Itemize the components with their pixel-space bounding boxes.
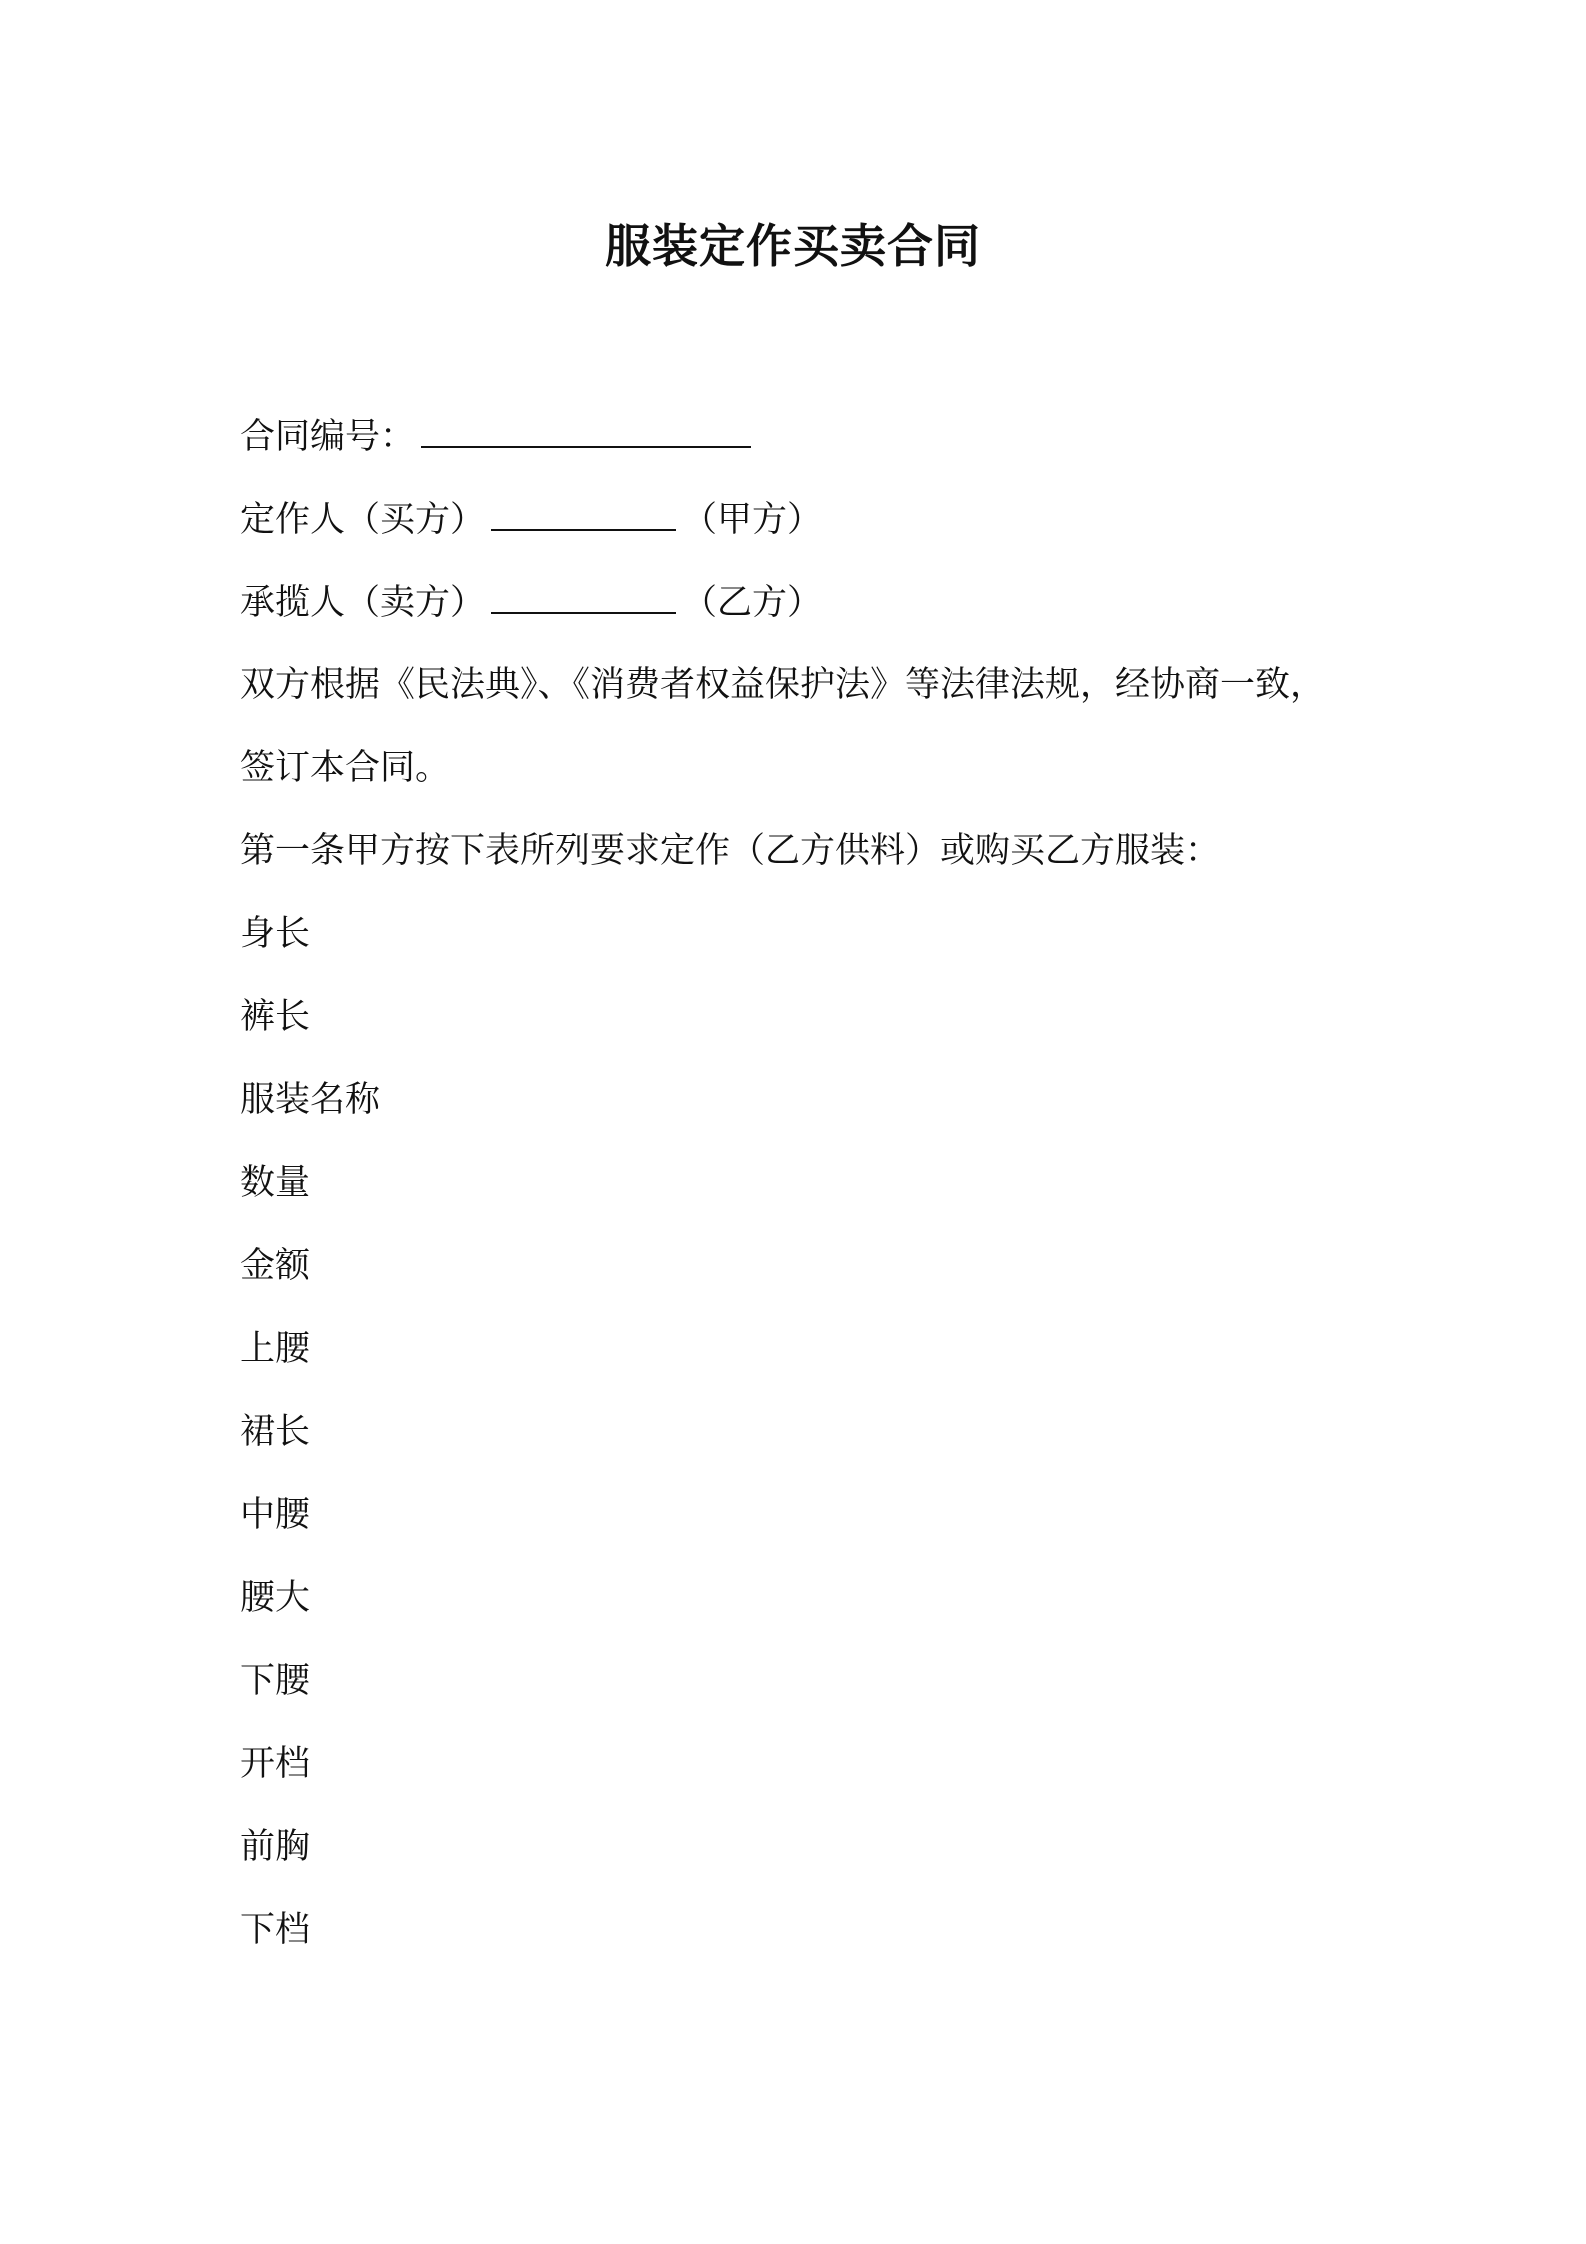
list-item: 身长 (240, 914, 311, 954)
contract-number-blank (421, 404, 751, 448)
list-item: 金额 (240, 1246, 311, 1286)
list-item: 服装名称 (240, 1080, 381, 1120)
party-b-line (240, 570, 1380, 653)
contract-number-label: 合同编号： (240, 417, 416, 457)
party-b-suffix: （乙方） (682, 583, 823, 623)
list-item: 开档 (240, 1744, 311, 1784)
list-item: 前胸 (240, 1827, 311, 1867)
list-item: 下档 (240, 1910, 311, 1950)
party-a-blank (491, 487, 676, 531)
preamble-line-2: 签订本合同。 (240, 748, 451, 788)
party-a-line (240, 487, 1380, 570)
list-item: 裙长 (240, 1412, 311, 1452)
list-item: 数量 (240, 1163, 311, 1203)
party-a-label: 定作人（买方） (240, 500, 486, 540)
list-item: 上腰 (240, 1329, 311, 1369)
list-item: 裤长 (240, 997, 311, 1037)
list-item: 下腰 (240, 1661, 311, 1701)
document-body (240, 404, 1380, 1981)
preamble-line-1: 双方根据《民法典》、《消费者权益保护法》等法律法规，经协商一致， (240, 665, 1326, 705)
contract-number-line (240, 404, 1380, 487)
party-b-label: 承揽人（卖方） (240, 583, 486, 623)
list-item: 中腰 (240, 1495, 311, 1535)
list-item: 腰大 (240, 1578, 311, 1618)
party-b-blank (491, 570, 676, 614)
article-1: 第一条甲方按下表所列要求定作（乙方供料）或购买乙方服装： (240, 831, 1221, 871)
party-a-suffix: （甲方） (682, 500, 823, 540)
document-title: 服装定作买卖合同 (605, 219, 981, 273)
